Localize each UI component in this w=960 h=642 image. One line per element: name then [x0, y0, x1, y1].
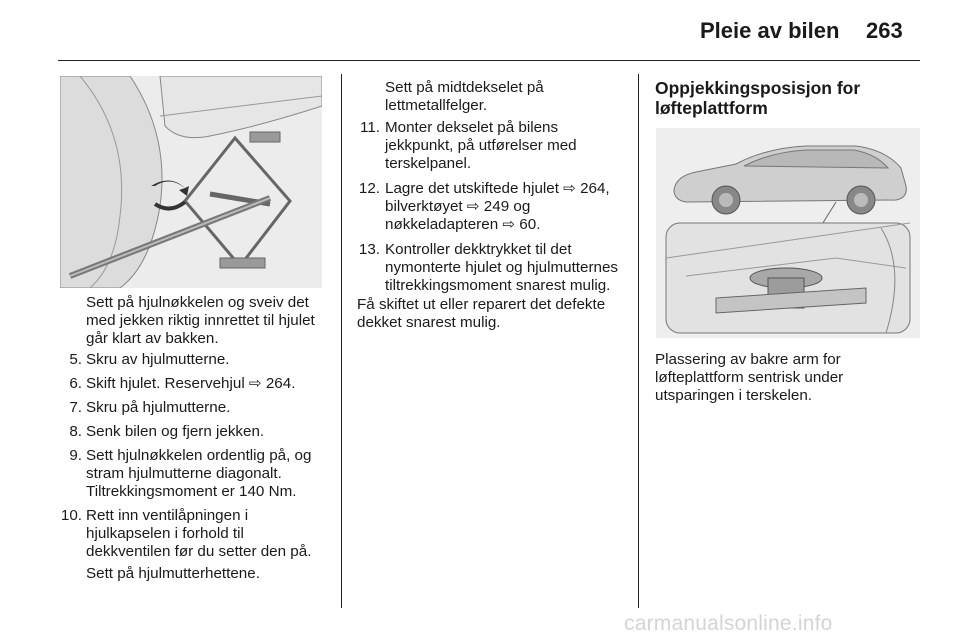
step-text: Lagre det utskiftede hjulet ⇨ 264, bilverktøyet ⇨ 249 og nøkkeladapteren ⇨ 60.	[385, 180, 610, 233]
step-text: Skru på hjulmutterne.	[86, 399, 231, 416]
caption-line: med jekken riktig innrettet til hjulet	[86, 312, 315, 329]
step-number: 13.	[358, 241, 380, 258]
step-number: 7.	[69, 399, 82, 416]
step-text: Skift hjulet. Reservehjul ⇨ 264.	[86, 375, 296, 392]
step-number: 9.	[69, 447, 82, 464]
step-number: 6.	[69, 375, 82, 392]
column-divider-1	[341, 74, 342, 608]
step-number: 8.	[69, 423, 82, 440]
step-10-note-2: Sett på midtdekselet på lettmetallfelger.	[385, 79, 544, 114]
lift-platform-heading: Oppjekkingsposisjon for løfteplattform	[655, 78, 861, 118]
lift-platform-illustration	[656, 128, 920, 338]
lift-platform-caption: Plassering av bakre arm for løfteplattform sentrisk under utsparingen i terskelen.	[655, 351, 844, 404]
jack-instruction-caption	[86, 294, 326, 348]
jack-illustration	[60, 76, 322, 288]
caption-line: går klart av bakken.	[86, 330, 219, 347]
step-text: Senk bilen og fjern jekken.	[86, 423, 265, 440]
step-10-note: Sett på hjulmutterhettene.	[86, 565, 260, 582]
step-text: Skru av hjulmutterne.	[86, 351, 230, 368]
caption-line: Sett på hjulnøkkelen og sveiv det	[86, 294, 309, 311]
column-divider-2	[638, 74, 639, 608]
page-number: 263	[866, 18, 903, 43]
step-text: Monter dekselet på bilens jekkpunkt, på utførelser med terskelpanel.	[385, 119, 577, 172]
site-watermark: carmanualsonline.info	[624, 612, 833, 635]
closing-paragraph: Få skiftet ut eller reparert det defekte dekket snarest mulig.	[357, 296, 606, 331]
step-number: 11.	[360, 119, 380, 136]
step-number: 12.	[358, 180, 380, 197]
step-number: 10.	[60, 507, 82, 524]
step-text: Rett inn ventilåpningen i hjulkapselen i forhold til dekkventilen før du setter den på.	[86, 507, 312, 560]
header-divider	[58, 60, 920, 61]
step-text: Sett hjulnøkkelen ordentlig på, og stram hjulmutterne diagonalt. Tiltrekkingsmoment er 140 Nm.	[86, 447, 312, 500]
page-section-title: Pleie av bilen	[700, 18, 840, 43]
step-text: Kontroller dekktrykket til det nymonterte hjulet og hjulmutternes tiltrekkingsmoment snarest mulig.	[385, 241, 619, 294]
step-number: 5.	[69, 351, 82, 368]
